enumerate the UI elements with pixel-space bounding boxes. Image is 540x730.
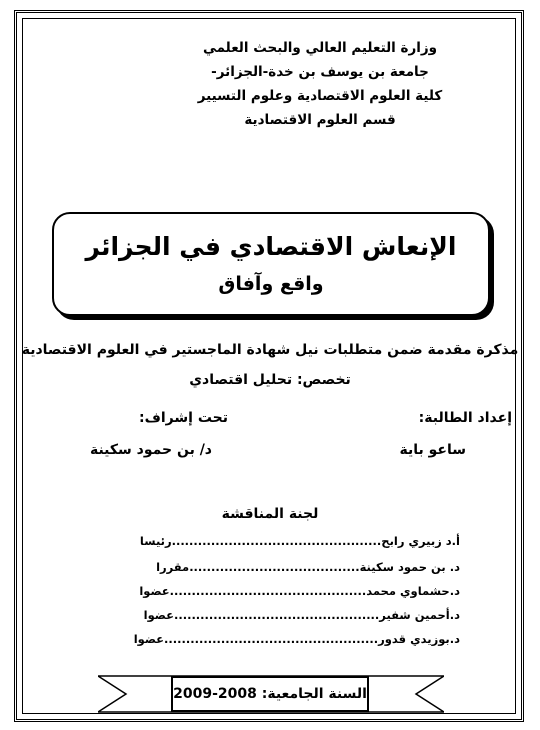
jury-member-name: أ.د زبيري رابح: [381, 534, 460, 548]
prepared-by-label: إعداد الطالبة:: [418, 410, 512, 426]
jury-member-name: د.أحمين شفير: [379, 608, 460, 622]
jury-member-role: عضوا: [143, 608, 174, 622]
jury-member-role: عضوا: [139, 584, 170, 598]
institution-header: [160, 36, 480, 132]
jury-dots: .......................................: [189, 560, 360, 574]
jury-member: [80, 584, 460, 598]
jury-member-role: مقررا: [156, 560, 190, 574]
jury-member: [80, 608, 460, 622]
academic-year-banner: [98, 672, 444, 716]
thesis-subtitle: واقع وآفاق: [218, 273, 324, 295]
jury-title: لجنة المناقشة: [221, 506, 319, 522]
jury-member-name: د.بوزيدي قدور: [378, 632, 460, 646]
jury-member-role: رئيسا: [139, 534, 172, 548]
jury-dots: .............................................: [169, 584, 367, 598]
jury-member: [80, 560, 460, 574]
jury-member: [80, 632, 460, 646]
jury-dots: ................................................: [171, 534, 382, 548]
supervisor-label: تحت إشراف:: [139, 410, 228, 426]
academic-year: السنة الجامعية: 2008-2009: [171, 676, 369, 712]
thesis-description: مذكرة مقدمة ضمن متطلبات نيل شهادة الماجستير في العلوم الاقتصادية: [21, 342, 519, 358]
jury-member-name: د. بن حمود سكينة: [359, 560, 460, 574]
supervisor-name: د/ بن حمود سكينة: [89, 442, 212, 458]
department-line: قسم العلوم الاقتصادية: [244, 112, 396, 128]
jury-member: [80, 534, 460, 548]
jury-member-role: عضوا: [133, 632, 165, 646]
thesis-specialty: تخصص: تحليل اقتصادي: [189, 372, 351, 388]
jury-dots: ...............................................: [173, 608, 380, 622]
ministry-line: وزارة التعليم العالي والبحث العلمي: [202, 40, 438, 56]
university-line: جامعة بن يوسف بن خدة-الجزائر-: [211, 64, 429, 80]
thesis-title: الإنعاش الاقتصادي في الجزائر: [85, 232, 457, 261]
jury-dots: .................................................: [164, 632, 379, 646]
faculty-line: كلية العلوم الاقتصادية وعلوم التسيير: [197, 88, 443, 104]
student-name: ساعو باية: [399, 442, 466, 458]
title-box: [52, 212, 490, 316]
jury-member-name: د.حشماوي محمد: [366, 584, 460, 598]
